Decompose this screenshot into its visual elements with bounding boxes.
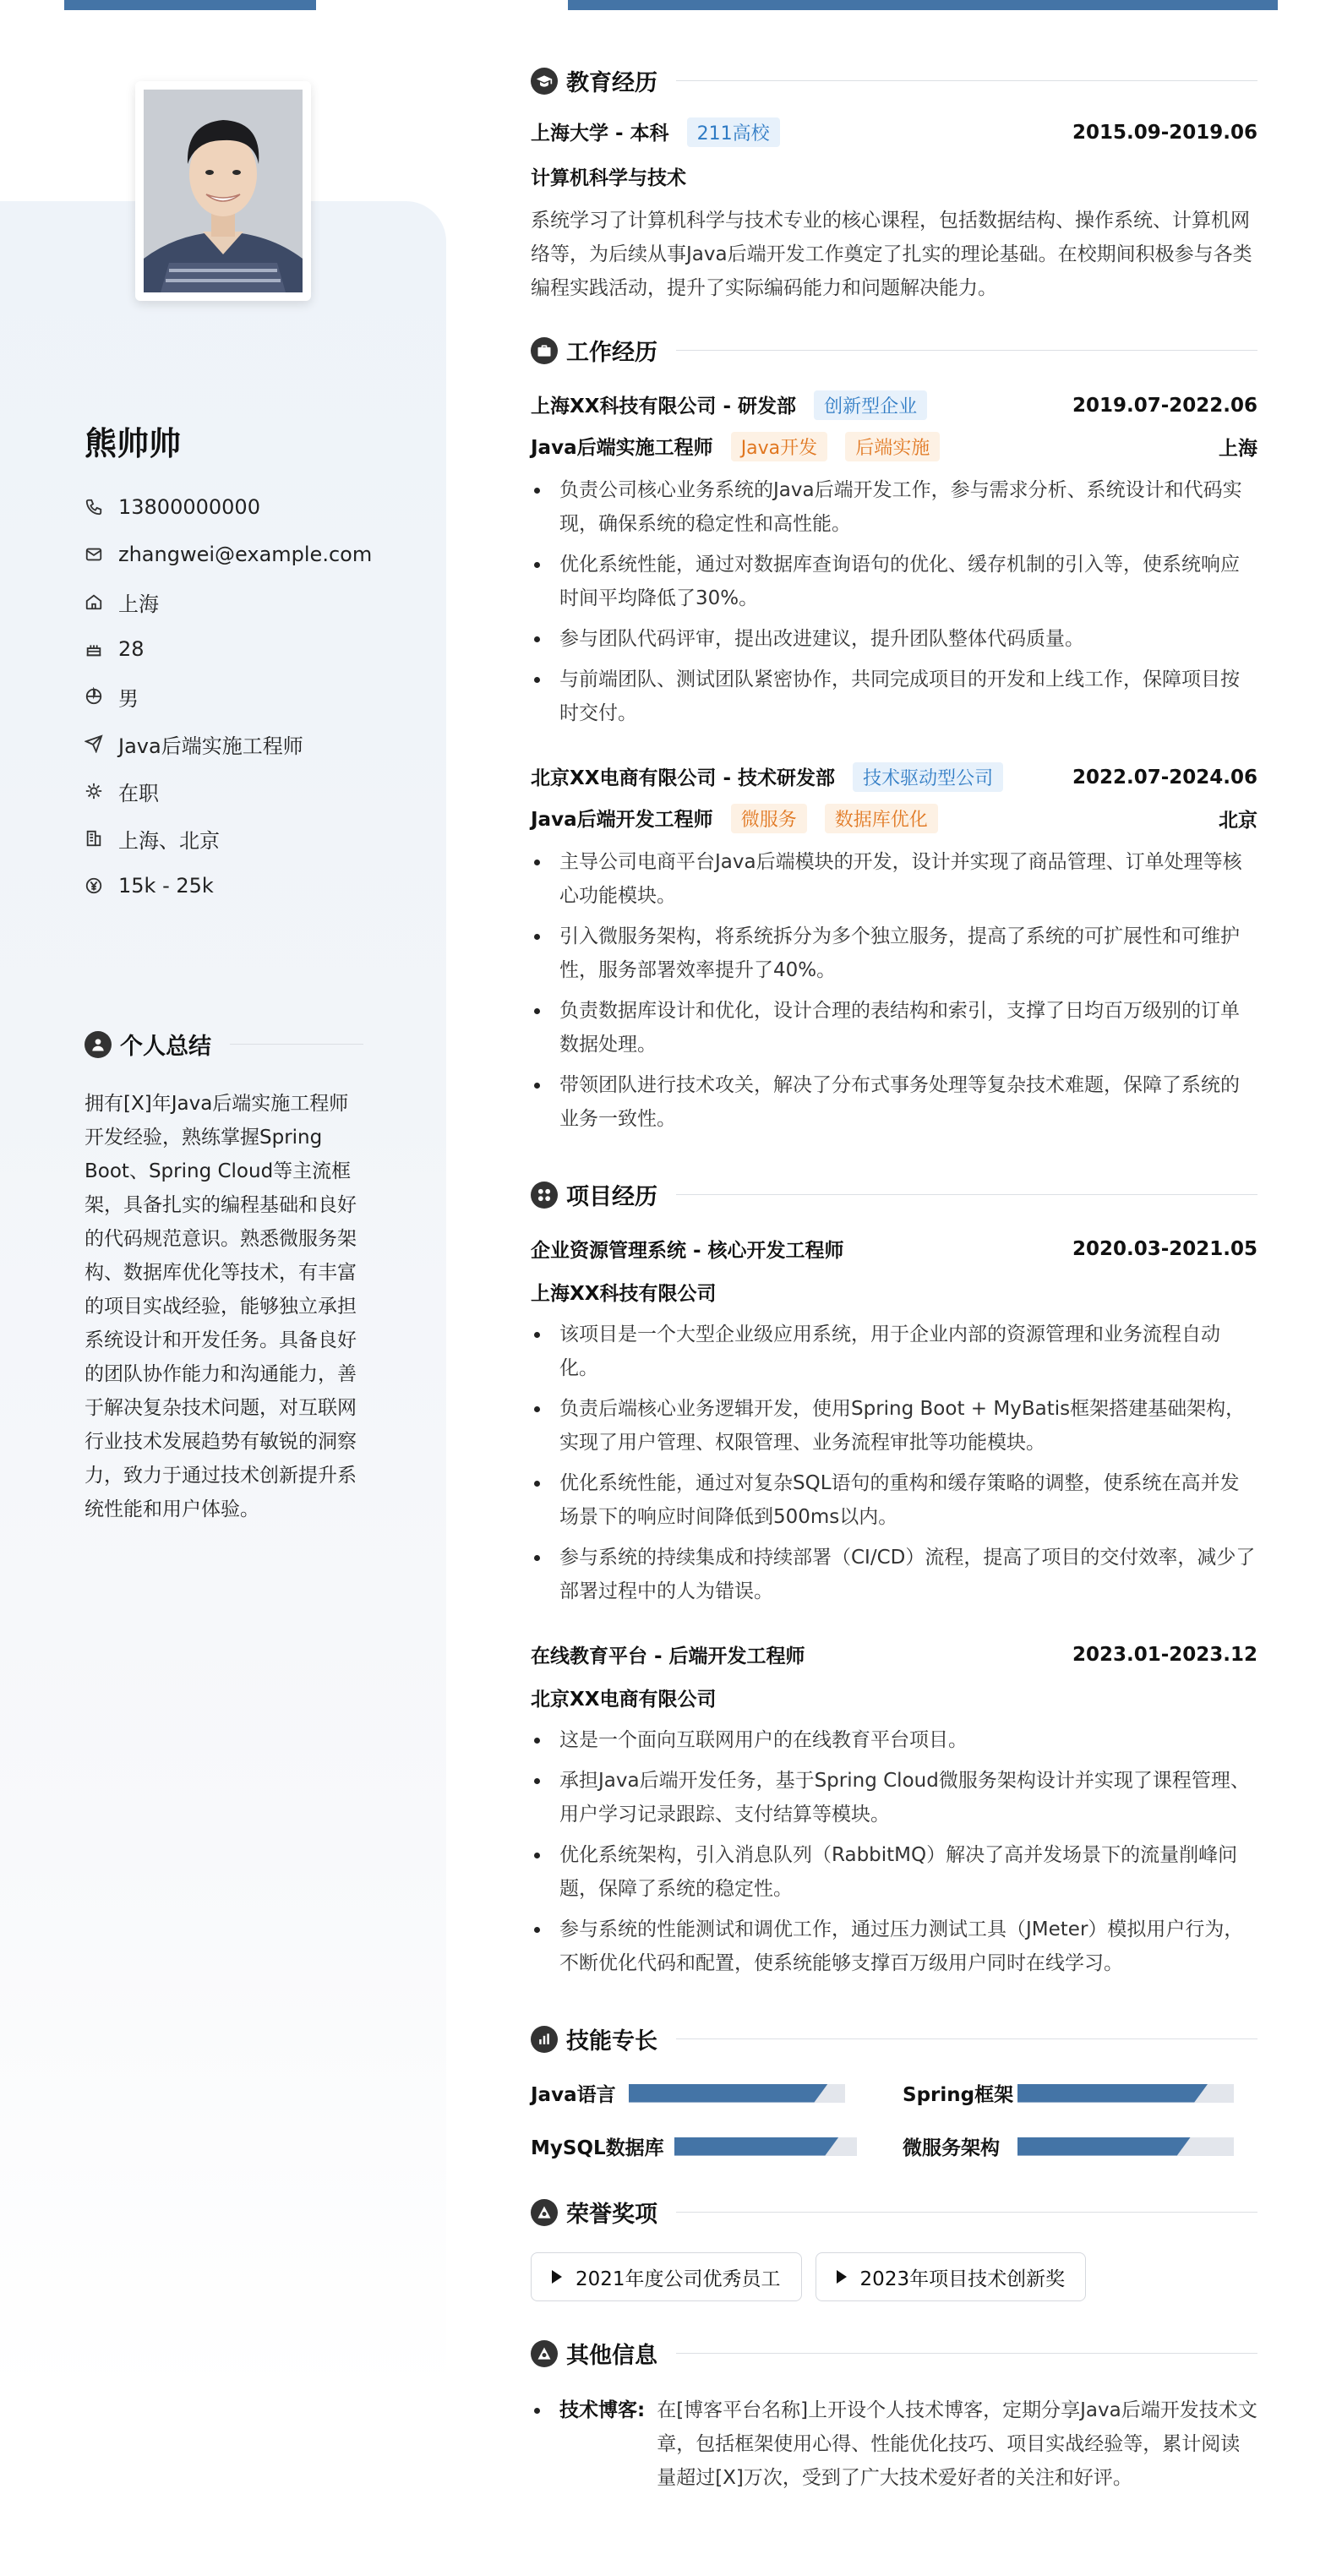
- cake-icon: [85, 640, 103, 658]
- divider: [676, 2212, 1257, 2213]
- project-name: 企业资源管理系统 - 核心开发工程师: [531, 1240, 844, 1262]
- job-date: 2022.07-2024.06: [1072, 766, 1257, 789]
- skill-level-fill: [1017, 2084, 1208, 2103]
- divider: [676, 1194, 1257, 1195]
- skill-tag: 后端实施: [845, 432, 940, 461]
- school-tag: 211高校: [687, 117, 780, 147]
- job-header: [531, 762, 1257, 792]
- school-name: 上海大学 - 本科: [531, 123, 669, 145]
- education-desc: 系统学习了计算机科学与技术专业的核心课程，包括数据结构、操作系统、计算机网络等，为后续从事Java后端开发工作奠定了扎实的理论基础。在校期间积极参与各类编程实践活动，提升了实际编码能力和问题解决能力。: [531, 210, 1252, 299]
- info-status: [85, 767, 372, 815]
- honor-text: 2023年项目技术创新奖: [859, 2268, 1066, 2290]
- work-title: 工作经历: [566, 340, 657, 366]
- project-header: [531, 1235, 1257, 1263]
- mail-icon: [85, 545, 103, 564]
- honors-list: [531, 2252, 1257, 2301]
- info-city: [85, 578, 372, 625]
- project-date: 2020.03-2021.05: [1072, 1237, 1257, 1260]
- other-title: 其他信息: [566, 2343, 657, 2369]
- project-header: [531, 1640, 1257, 1668]
- info-salary: [85, 862, 372, 909]
- grid-icon: [531, 1182, 558, 1209]
- age-text: 28: [118, 637, 145, 661]
- position-text: Java后端实施工程师: [118, 734, 303, 758]
- candidate-name: 熊帅帅: [85, 425, 182, 462]
- skills-grid: [531, 2079, 1257, 2160]
- skill-level-bar: [1017, 2137, 1234, 2156]
- salary-text: 15k - 25k: [118, 874, 214, 898]
- project-company: 北京XX电商有限公司: [531, 1689, 717, 1711]
- contact-info-list: [85, 483, 372, 909]
- skill-name: Spring框架: [903, 2084, 1014, 2106]
- skills-section-header: [531, 2022, 1257, 2055]
- play-icon: [552, 2270, 562, 2284]
- list-item: 带领团队进行技术攻关，解决了分布式事务处理等复杂技术难题，保障了系统的业务一致性。: [531, 1068, 1257, 1136]
- job-entry: [531, 762, 1257, 1136]
- divider: [676, 80, 1257, 81]
- project-entry: [531, 1640, 1257, 1980]
- honor-text: 2021年度公司优秀员工: [576, 2268, 781, 2290]
- city-text: 上海: [118, 592, 159, 616]
- email-text: zhangwei@example.com: [118, 543, 373, 566]
- list-item: 承担Java后端开发任务，基于Spring Cloud微服务架构设计并实现了课程管理、用户学习记录跟踪、支付结算等模块。: [531, 1764, 1257, 1831]
- info-email: [85, 531, 372, 578]
- list-item: 主导公司电商平台Java后端模块的开发，设计并实现了商品管理、订单处理等核心功能模块。: [531, 845, 1257, 913]
- job-location: 北京: [1219, 810, 1257, 832]
- job-company: 上海XX科技有限公司 - 研发部: [531, 396, 797, 418]
- skills-title: 技能专长: [566, 2028, 657, 2055]
- project-company: 上海XX科技有限公司: [531, 1283, 717, 1305]
- graduation-cap-icon: [531, 68, 558, 95]
- avatar-photo: [144, 90, 303, 292]
- phone-icon: [85, 498, 103, 516]
- skill-name: MySQL数据库: [531, 2137, 664, 2159]
- honors-section-header: [531, 2196, 1257, 2229]
- job-header: [531, 390, 1257, 420]
- list-item: 优化系统性能，通过对复杂SQL语句的重构和缓存策略的调整，使系统在高并发场景下的响应时间降低到500ms以内。: [531, 1466, 1257, 1534]
- status-text: 在职: [118, 781, 159, 805]
- project-name: 在线教育平台 - 后端开发工程师: [531, 1645, 805, 1667]
- phone-text: 13800000000: [118, 495, 260, 519]
- job-position-row: [531, 432, 1257, 461]
- building-icon: [85, 829, 103, 848]
- company-tag: 创新型企业: [814, 390, 927, 420]
- list-item: 负责公司核心业务系统的Java后端开发工作，参与需求分析、系统设计和代码实现，确保系统的稳定性和高性能。: [531, 473, 1257, 541]
- briefcase-icon: [531, 337, 558, 364]
- skill-level-fill: [1017, 2137, 1191, 2156]
- job-entry: [531, 390, 1257, 730]
- send-icon: [85, 734, 103, 753]
- skill-level-fill: [674, 2137, 838, 2156]
- list-item: 负责数据库设计和优化，设计合理的表结构和索引，支撑了日均百万级别的订单数据处理。: [531, 994, 1257, 1062]
- work-section-header: [531, 334, 1257, 367]
- job-bullets: [531, 845, 1257, 1136]
- info-position: [85, 720, 372, 767]
- skill-level-bar: [1017, 2084, 1234, 2103]
- skill-item: [531, 2079, 903, 2107]
- status-icon: [85, 782, 103, 800]
- skill-item: [903, 2079, 1257, 2107]
- list-item: 优化系统性能，通过对数据库查询语句的优化、缓存机制的引入等，使系统响应时间平均降低了30%。: [531, 548, 1257, 615]
- play-icon: [837, 2270, 847, 2284]
- info-work-cities: [85, 815, 372, 862]
- company-tag: 技术驱动型公司: [853, 762, 1003, 792]
- list-item: 参与团队代码评审，提出改进建议，提升团队整体代码质量。: [531, 622, 1257, 656]
- salary-icon: [85, 876, 103, 895]
- list-item: 该项目是一个大型企业级应用系统，用于企业内部的资源管理和业务流程自动化。: [531, 1318, 1257, 1385]
- job-location: 上海: [1219, 438, 1257, 460]
- divider: [676, 2353, 1257, 2354]
- education-title: 教育经历: [566, 70, 657, 96]
- divider: [676, 350, 1257, 351]
- education-row: [531, 117, 1257, 147]
- honor-item: [531, 2252, 802, 2301]
- education-date: 2015.09-2019.06: [1072, 121, 1257, 144]
- project-date: 2023.01-2023.12: [1072, 1643, 1257, 1666]
- skill-level-fill: [629, 2084, 828, 2103]
- compass-icon: [531, 2340, 558, 2367]
- info-gender: [85, 673, 372, 720]
- skill-tag: Java开发: [731, 432, 827, 461]
- job-position: Java后端实施工程师: [531, 437, 713, 459]
- list-item: 负责后端核心业务逻辑开发，使用Spring Boot + MyBatis框架搭建基础架构，实现了用户管理、权限管理、业务流程审批等功能模块。: [531, 1392, 1257, 1460]
- summary-title: 个人总结: [120, 1034, 211, 1060]
- major-name: 计算机科学与技术: [531, 167, 686, 189]
- skill-item: [903, 2132, 1257, 2160]
- main-content: [531, 64, 1257, 2495]
- list-item: 参与系统的性能测试和调优工作，通过压力测试工具（JMeter）模拟用户行为，不断优化代码和配置，使系统能够支撑百万级用户同时在线学习。: [531, 1913, 1257, 1980]
- skill-level-bar: [674, 2137, 857, 2156]
- summary-text: 拥有[X]年Java后端实施工程师开发经验，熟练掌握Spring Boot、Spring Cloud等主流框架，具备扎实的编程基础和良好的代码规范意识。熟悉微服务架构、数据库优化等技术，有丰富的项目实战经验，能够独立承担系统设计和开发任务。具备良好的团队协作能力和沟通能力，善于解决复杂技术问题，对互联网行业技术发展趋势有敏锐的洞察力，致力于通过技术创新提升系统性能和用户体验。: [85, 1093, 357, 1520]
- avatar: [135, 81, 311, 301]
- user-circle-icon: [85, 1031, 112, 1058]
- divider: [230, 1044, 363, 1045]
- gender-icon: [85, 687, 103, 706]
- job-position-row: [531, 804, 1257, 833]
- project-bullets: [531, 1723, 1257, 1980]
- other-info-label: 技术博客:: [559, 2399, 646, 2421]
- list-item: 优化系统架构，引入消息队列（RabbitMQ）解决了高并发场景下的流量削峰问题，保障了系统的稳定性。: [531, 1838, 1257, 1906]
- skill-name: 微服务架构: [903, 2137, 1000, 2159]
- list-item: 这是一个面向互联网用户的在线教育平台项目。: [531, 1723, 1257, 1757]
- list-item: 引入微服务架构，将系统拆分为多个独立服务，提高了系统的可扩展性和可维护性，服务部署效率提升了40%。: [531, 920, 1257, 987]
- job-date: 2019.07-2022.06: [1072, 394, 1257, 417]
- projects-title: 项目经历: [566, 1184, 657, 1210]
- summary-section-header: [85, 1028, 363, 1061]
- award-icon: [531, 2199, 558, 2226]
- list-item: 与前端团队、测试团队紧密协作，共同完成项目的开发和上线工作，保障项目按时交付。: [531, 663, 1257, 730]
- divider: [676, 2038, 1257, 2039]
- skill-name: Java语言: [531, 2084, 616, 2106]
- honor-item: [816, 2252, 1087, 2301]
- education-section-header: [531, 64, 1257, 97]
- top-accent-bar-left: [64, 0, 316, 10]
- list-item: 参与系统的持续集成和持续部署（CI/CD）流程，提高了项目的交付效率，减少了部署过程中的人为错误。: [531, 1541, 1257, 1608]
- gender-text: 男: [118, 686, 139, 711]
- job-position: Java后端开发工程师: [531, 809, 713, 831]
- job-bullets: [531, 473, 1257, 730]
- skill-tag: 数据库优化: [825, 804, 938, 833]
- skill-tag: 微服务: [731, 804, 807, 833]
- project-bullets: [531, 1318, 1257, 1608]
- projects-section-header: [531, 1178, 1257, 1211]
- project-entry: [531, 1235, 1257, 1608]
- other-info-item: [531, 2393, 1257, 2495]
- info-phone: [85, 483, 372, 531]
- other-info-text: 在[博客平台名称]上开设个人技术博客，定期分享Java后端开发技术文章，包括框架使用心得、性能优化技巧、项目实战经验等，累计阅读量超过[X]万次，受到了广大技术爱好者的关注和好评。: [657, 2399, 1257, 2489]
- job-company: 北京XX电商有限公司 - 技术研发部: [531, 767, 836, 789]
- skill-level-bar: [629, 2084, 845, 2103]
- honors-title: 荣誉奖项: [566, 2202, 657, 2228]
- skill-item: [531, 2132, 903, 2160]
- bar-chart-icon: [531, 2026, 558, 2053]
- info-age: [85, 625, 372, 673]
- top-accent-bar-right: [568, 0, 1278, 10]
- work-cities-text: 上海、北京: [118, 828, 220, 853]
- home-icon: [85, 592, 103, 611]
- other-section-header: [531, 2337, 1257, 2370]
